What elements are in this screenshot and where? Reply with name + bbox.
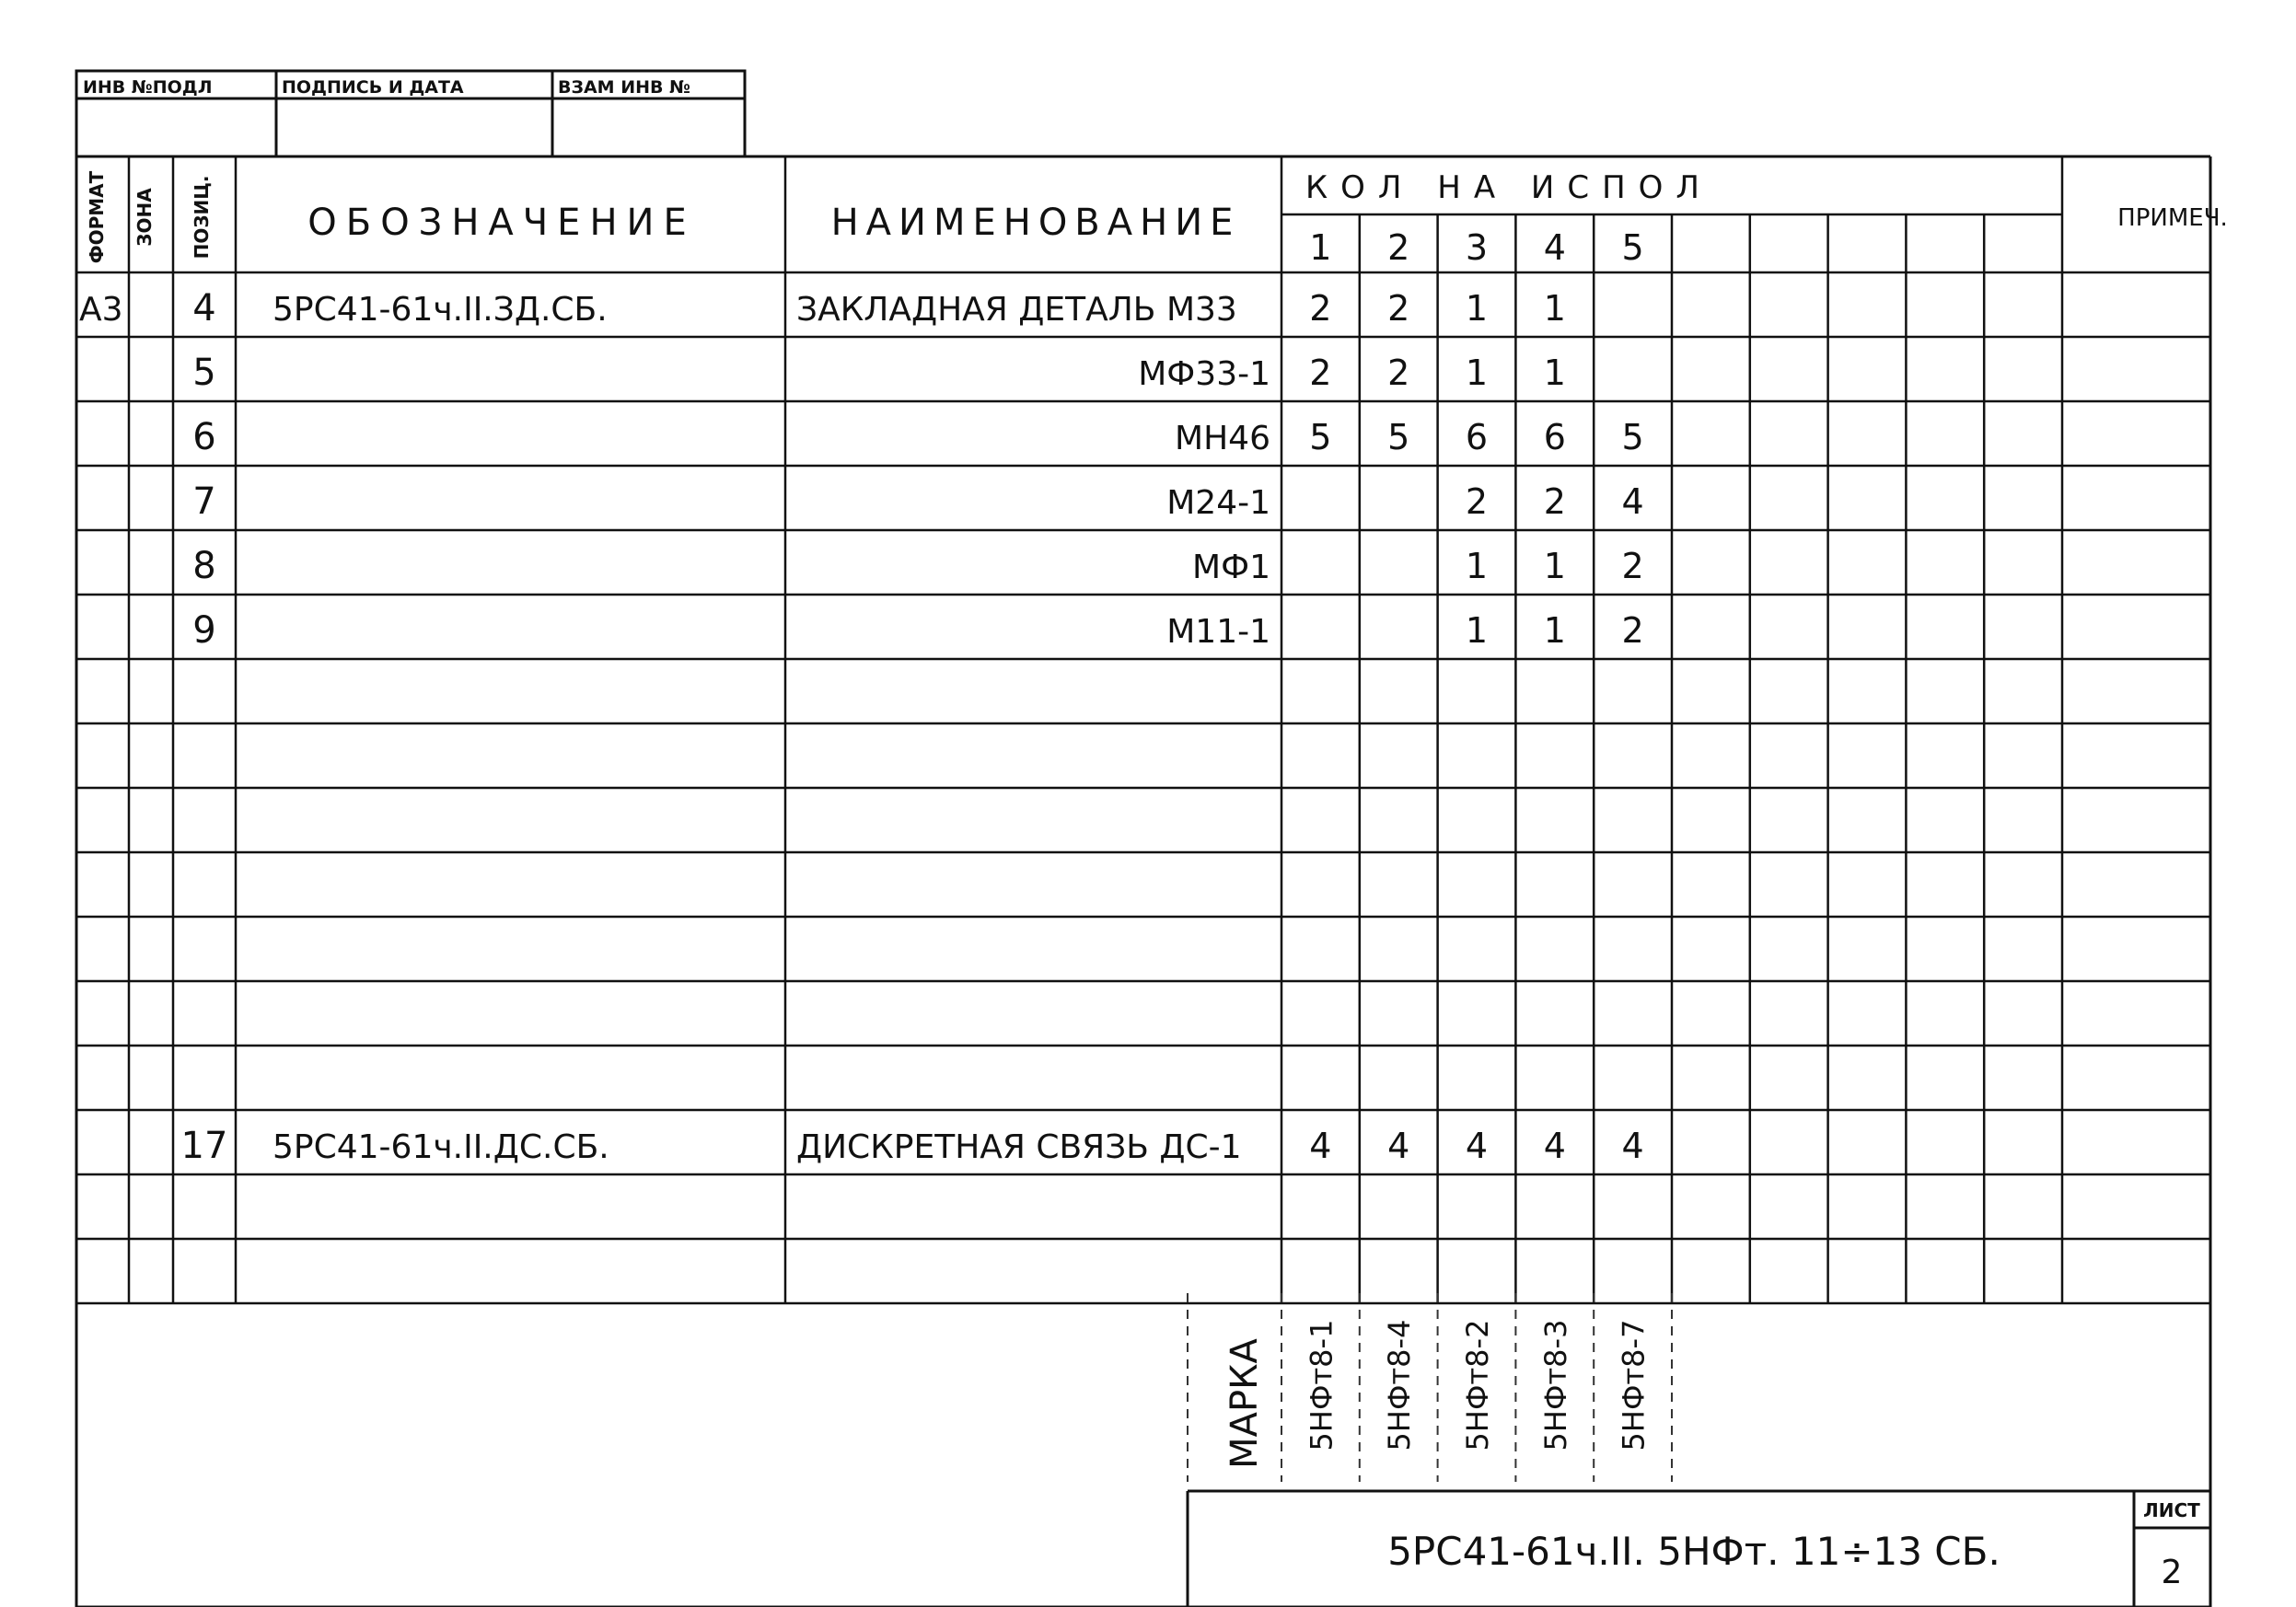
table-row [192,609,1643,652]
header-designation: ОБОЗНАЧЕНИЕ [307,202,696,244]
marks-items [1304,1320,1651,1451]
cell-designation: 5РС41-61ч.II.ДС.СБ. [273,1128,609,1166]
cell-qty: 2 [1387,288,1410,329]
table-row [192,480,1643,523]
cell-position: 17 [180,1125,228,1167]
header-note: ПРИМЕЧ. [2117,204,2228,232]
cell-qty: 1 [1465,546,1489,586]
cell-name: МН46 [1175,420,1270,457]
cell-qty: 4 [1621,1126,1644,1166]
table-body [79,287,1644,1167]
variant-number: 5 [1621,227,1644,268]
cell-name: МФ1 [1192,549,1270,586]
variant-number: 3 [1465,227,1489,268]
marks-label: МАРКА [1223,1338,1266,1469]
cell-qty: 2 [1309,353,1332,393]
cell-qty: 1 [1543,353,1566,393]
mark-item: 5НФт8-3 [1537,1319,1573,1451]
mark-item: 5НФт8-7 [1616,1319,1652,1451]
table-row [181,1125,1644,1167]
cell-qty: 6 [1543,417,1566,457]
cell-qty: 4 [1465,1126,1489,1166]
mark-item: 5НФт8-4 [1382,1319,1418,1451]
stamp-header-sign-date: ПОДПИСЬ И ДАТА [282,77,464,98]
variant-number: 2 [1387,227,1410,268]
cell-position: 4 [192,287,216,329]
cell-qty: 2 [1621,546,1644,586]
sheet-number: 2 [2161,1554,2183,1591]
cell-qty: 4 [1309,1126,1332,1166]
cell-position: 6 [192,416,216,458]
cell-qty: 1 [1465,610,1489,651]
cell-qty: 2 [1465,481,1489,522]
header-position: ПОЗИЦ. [191,175,213,260]
table-row [79,287,1566,329]
stamp-header-vzam-inv: ВЗАМ ИНВ № [558,77,690,98]
cell-format: A3 [79,291,123,329]
cell-qty: 4 [1621,481,1644,522]
cell-qty: 4 [1387,1126,1410,1166]
cell-qty: 2 [1621,610,1644,651]
cell-designation: 5РС41-61ч.II.ЗД.СБ. [273,291,608,329]
stamp-header-inv-podl: ИНВ №ПОДЛ [83,77,213,98]
cell-name: ДИСКРЕТНАЯ СВЯЗЬ ДС-1 [796,1128,1242,1166]
mark-item: 5НФт8-1 [1304,1319,1339,1451]
cell-name: М11-1 [1166,613,1270,651]
stamp-headers [83,77,690,98]
cell-qty: 2 [1543,481,1566,522]
header-qty: КОЛ НА ИСПОЛ [1305,169,1712,206]
cell-qty: 1 [1465,288,1489,329]
cell-qty: 2 [1309,288,1332,329]
cell-qty: 5 [1309,417,1332,457]
cell-qty: 1 [1465,353,1489,393]
cell-qty: 5 [1621,417,1644,457]
cell-qty: 1 [1543,546,1566,586]
table-row [192,416,1643,458]
marks-block [1188,1293,1672,1482]
variant-number: 4 [1543,227,1566,268]
cell-position: 7 [192,480,216,523]
cell-qty: 4 [1543,1126,1566,1166]
cell-qty: 1 [1543,288,1566,329]
header-name: НАИМЕНОВАНИЕ [830,202,1241,244]
cell-position: 5 [192,352,216,394]
header-format: ФОРМАТ [86,170,108,264]
mark-item: 5НФт8-2 [1460,1319,1495,1451]
table-row [192,545,1643,587]
cell-qty: 2 [1387,353,1410,393]
cell-name: М24-1 [1166,484,1270,522]
sheet-label: ЛИСТ [2143,1499,2200,1521]
cell-position: 9 [192,609,216,652]
title-designation: 5РС41-61ч.II. 5НФт. 11÷13 СБ. [1387,1529,2000,1574]
cell-qty: 6 [1465,417,1489,457]
header-zone: ЗОНА [133,188,156,247]
cell-qty: 5 [1387,417,1410,457]
cell-position: 8 [192,545,216,587]
cell-qty: 1 [1543,610,1566,651]
cell-name: ЗАКЛАДНАЯ ДЕТАЛЬ М33 [796,291,1237,329]
variant-number: 1 [1309,227,1332,268]
cell-name: МФ33-1 [1138,355,1270,393]
